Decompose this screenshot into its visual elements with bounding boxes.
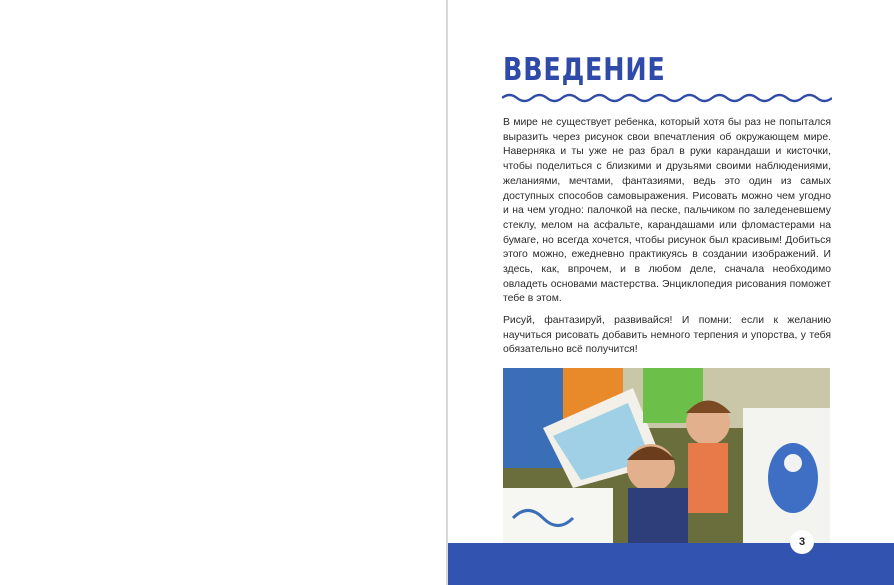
encouragement-paragraph: Рисуй, фантазируй, развивайся! И помни: если к желанию научиться рисовать добавить немного терпения и упорства, у тебя обязательно всё получится! — [503, 315, 831, 356]
photo-kids-drawing — [503, 368, 830, 546]
page-number-badge: 3 — [790, 530, 814, 554]
footer-bar — [448, 543, 894, 585]
page-title: ВВЕДЕНИЕ — [503, 52, 666, 88]
left-blank-page — [0, 0, 446, 585]
wavy-divider — [502, 92, 832, 104]
intro-paragraph: В мире не существует ребенка, который хотя бы раз не попытался выразить через рисунок свои впечатления об окружающем мире. Наверняка и ты уже не раз брал в руки карандаши и кисточки, чтобы поделиться с близкими и друзьями своими наблюдениями, желаниями, мечтами, фантазиями, ведь это один из самых доступных способов самовыражения. Рисовать можно чем угодно и на чем угодно: палочкой на песке, пальчиком по заледеневшему стеклу, мелом на асфальте, карандашами или фломастерами на бумаге, но всегда хочется, чтобы рисунок был красивым! Добиться этого можно, ежедневно практикуясь в создании изображений. И здесь, как, впрочем, и в любом деле, сначала необходимо овладеть основами мастерства. Энциклопедия рисования поможет тебе в этом. — [503, 117, 831, 305]
